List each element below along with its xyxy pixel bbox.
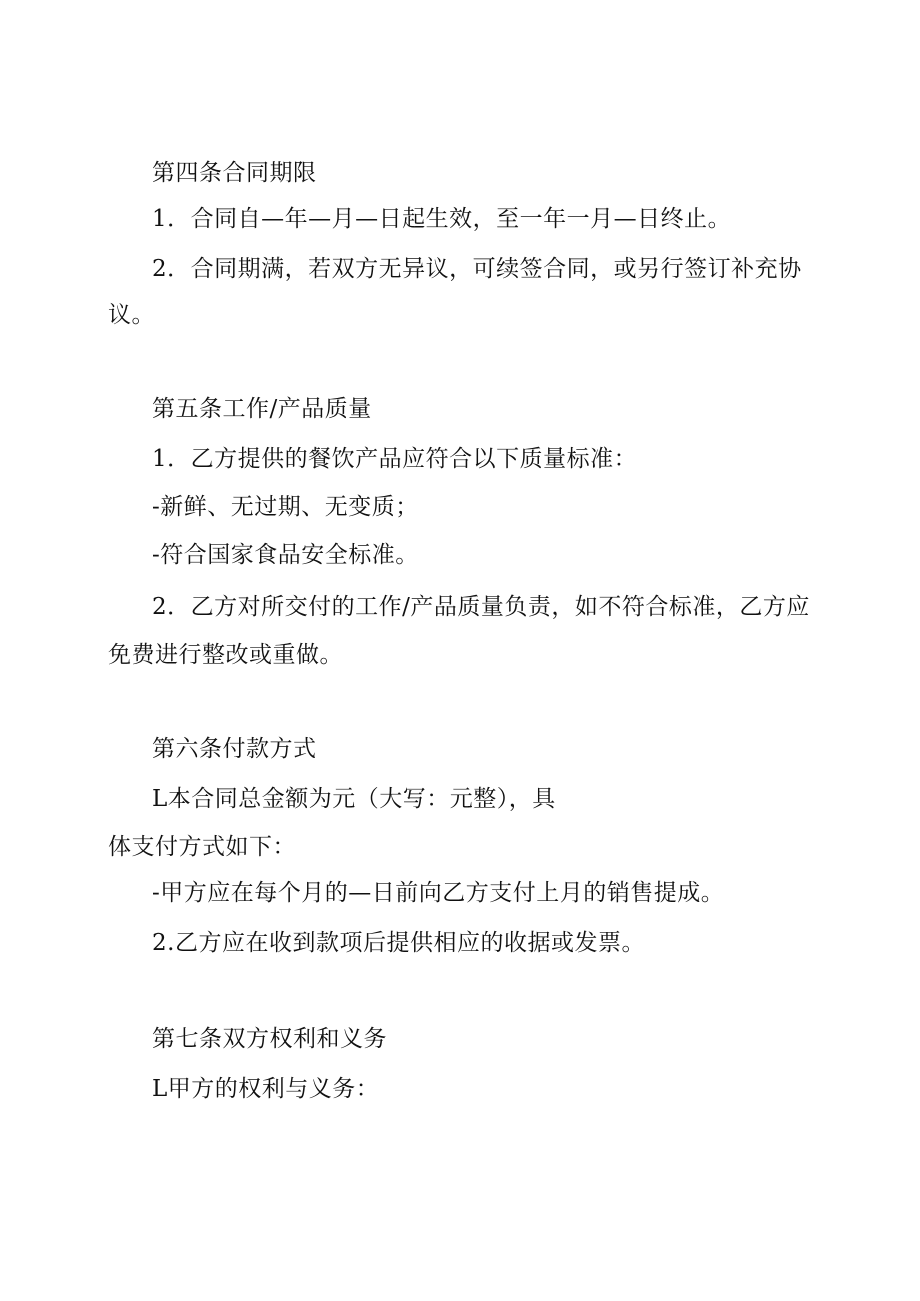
section-heading-6: 第六条付款方式 xyxy=(152,736,317,762)
clause-5-1-item-1: -新鲜、无过期、无变质； xyxy=(152,494,419,520)
clause-6-1: L本合同总金额为元（大写：元整），具 xyxy=(152,786,556,812)
section-heading-4: 第四条合同期限 xyxy=(152,160,317,186)
clause-4-2-continued: 议。 xyxy=(108,302,155,328)
clause-5-1-item-2: -符合国家食品安全标准。 xyxy=(152,542,419,568)
clause-6-2: 2.乙方应在收到款项后提供相应的收据或发票。 xyxy=(152,930,645,956)
section-heading-5: 第五条工作/产品质量 xyxy=(152,396,372,422)
clause-5-2: 2．乙方对所交付的工作/产品质量负责，如不符合标准，乙方应 xyxy=(152,594,810,620)
clause-4-2: 2．合同期满，若双方无异议，可续签合同，或另行签订补充协 xyxy=(152,256,802,282)
clause-7-1: L甲方的权利与义务： xyxy=(152,1076,380,1102)
clause-4-1: 1．合同自—年—月—日起生效，至一年一月—日终止。 xyxy=(152,206,732,232)
section-heading-7: 第七条双方权利和义务 xyxy=(152,1026,387,1052)
clause-6-1-item-1: -甲方应在每个月的—日前向乙方支付上月的销售提成。 xyxy=(152,880,725,906)
clause-5-1: 1．乙方提供的餐饮产品应符合以下质量标准： xyxy=(152,446,638,472)
clause-5-2-continued: 免费进行整改或重做。 xyxy=(108,642,343,668)
clause-6-1-continued: 体支付方式如下： xyxy=(108,834,296,860)
